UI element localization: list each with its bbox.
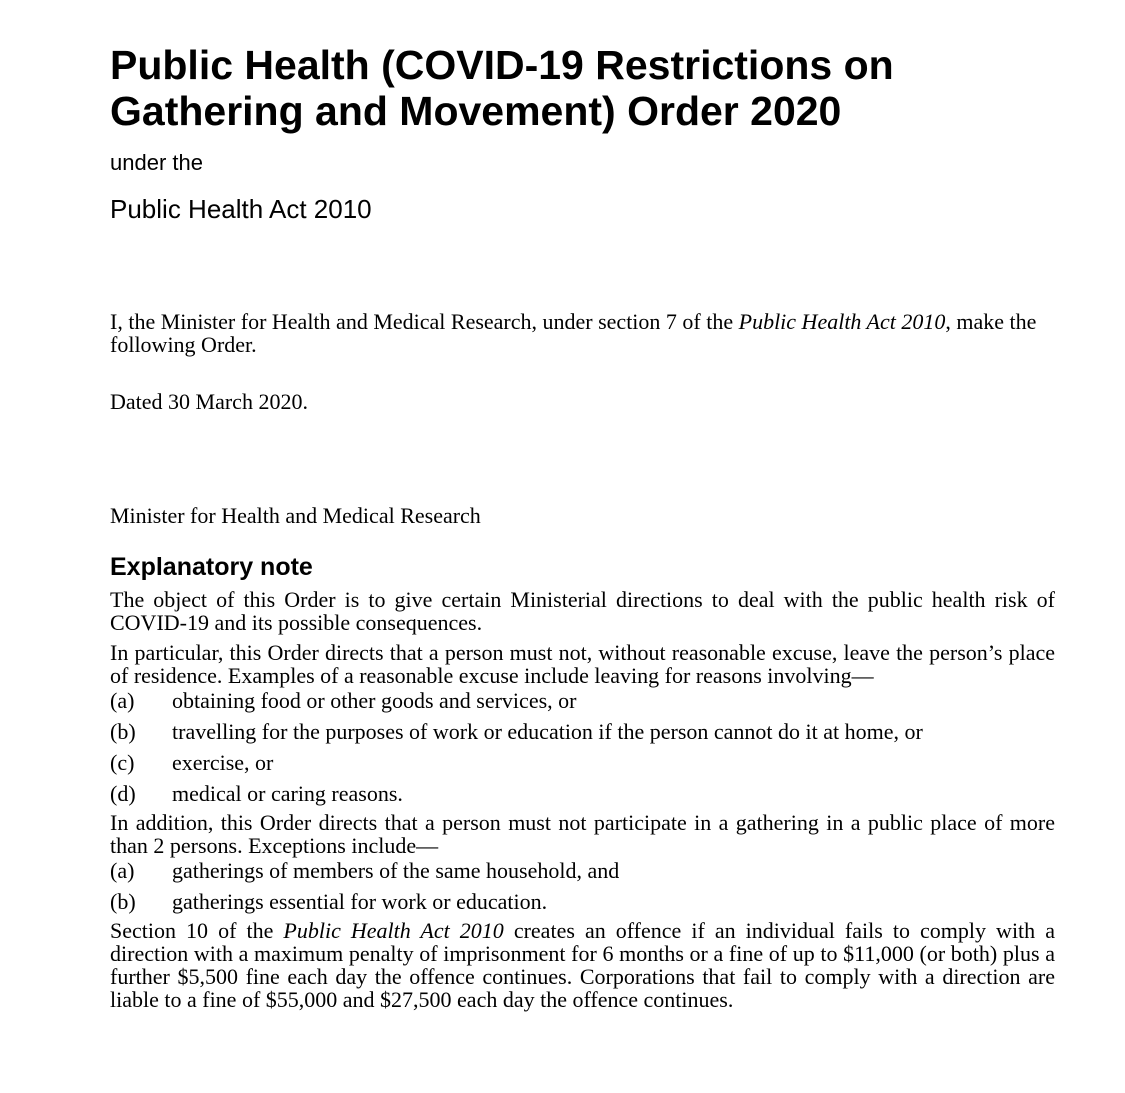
list-item-label: (b) xyxy=(110,719,136,744)
order-title-line-2: Gathering and Movement) Order 2020 xyxy=(110,88,842,134)
making-statement-text-after: , make the following Order. xyxy=(110,309,1037,357)
list-item xyxy=(110,720,1055,751)
order-title xyxy=(110,42,1055,134)
list-item xyxy=(110,782,1055,805)
explanatory-paragraph-residence: In particular, this Order directs that a person must not, without reasonable excuse, leave the person’s place of residence. Examples of a reasonable excuse include leaving for reasons involving— xyxy=(110,640,1055,688)
list-item xyxy=(110,859,1055,890)
enabling-act-name: Public Health Act 2010 xyxy=(110,194,372,224)
list-item-text: exercise, or xyxy=(172,750,274,775)
penalty-text-after: creates an offence if an individual fails to comply with a direction with a maximum penalty of imprisonment for 6 months or a fine of up to $11,000 (or both) plus a further $5,500 fine each day the offence continues. Corporations that fail to comply with a direction are liable to a fine of $55,000 and $27,500 each day the offence continues. xyxy=(110,918,1055,1012)
list-item-text: medical or caring reasons. xyxy=(172,781,403,806)
under-the-label: under the xyxy=(110,150,203,175)
making-statement-text-before: I, the Minister for Health and Medical Research, under section 7 of the xyxy=(110,309,739,334)
order-title-line-1: Public Health (COVID-19 Restrictions on xyxy=(110,42,894,88)
dated-line: Dated 30 March 2020. xyxy=(110,389,308,414)
explanatory-note-body xyxy=(110,588,1055,1018)
gathering-exceptions-list xyxy=(110,859,1055,913)
penalty-act-italic: Public Health Act 2010 xyxy=(283,918,504,943)
explanatory-paragraph-gathering: In addition, this Order directs that a person must not participate in a gathering in a public place of more than 2 persons. Exceptions include— xyxy=(110,810,1055,858)
list-item-label: (a) xyxy=(110,858,135,883)
explanatory-paragraph-object: The object of this Order is to give certain Ministerial directions to deal with the public health risk of COVID-19 and its possible consequences. xyxy=(110,587,1055,635)
list-item-text: gatherings essential for work or education. xyxy=(172,889,548,914)
list-item-label: (a) xyxy=(110,688,135,713)
list-item-text: gatherings of members of the same household, and xyxy=(172,858,620,883)
list-item-text: travelling for the purposes of work or education if the person cannot do it at home, or xyxy=(172,719,923,744)
reasonable-excuse-list xyxy=(110,689,1055,805)
list-item-label: (d) xyxy=(110,781,136,806)
list-item xyxy=(110,689,1055,720)
list-item-label: (b) xyxy=(110,889,136,914)
list-item-label: (c) xyxy=(110,750,135,775)
penalty-text-before: Section 10 of the xyxy=(110,918,284,943)
list-item xyxy=(110,890,1055,913)
list-item xyxy=(110,751,1055,782)
explanatory-paragraph-penalty xyxy=(110,919,1055,1011)
making-statement-act-italic: Public Health Act 2010 xyxy=(738,309,946,334)
explanatory-note-heading: Explanatory note xyxy=(110,553,313,581)
list-item-text: obtaining food or other goods and services, or xyxy=(172,688,577,713)
making-statement xyxy=(110,310,1055,356)
signatory-title: Minister for Health and Medical Research xyxy=(110,503,481,528)
